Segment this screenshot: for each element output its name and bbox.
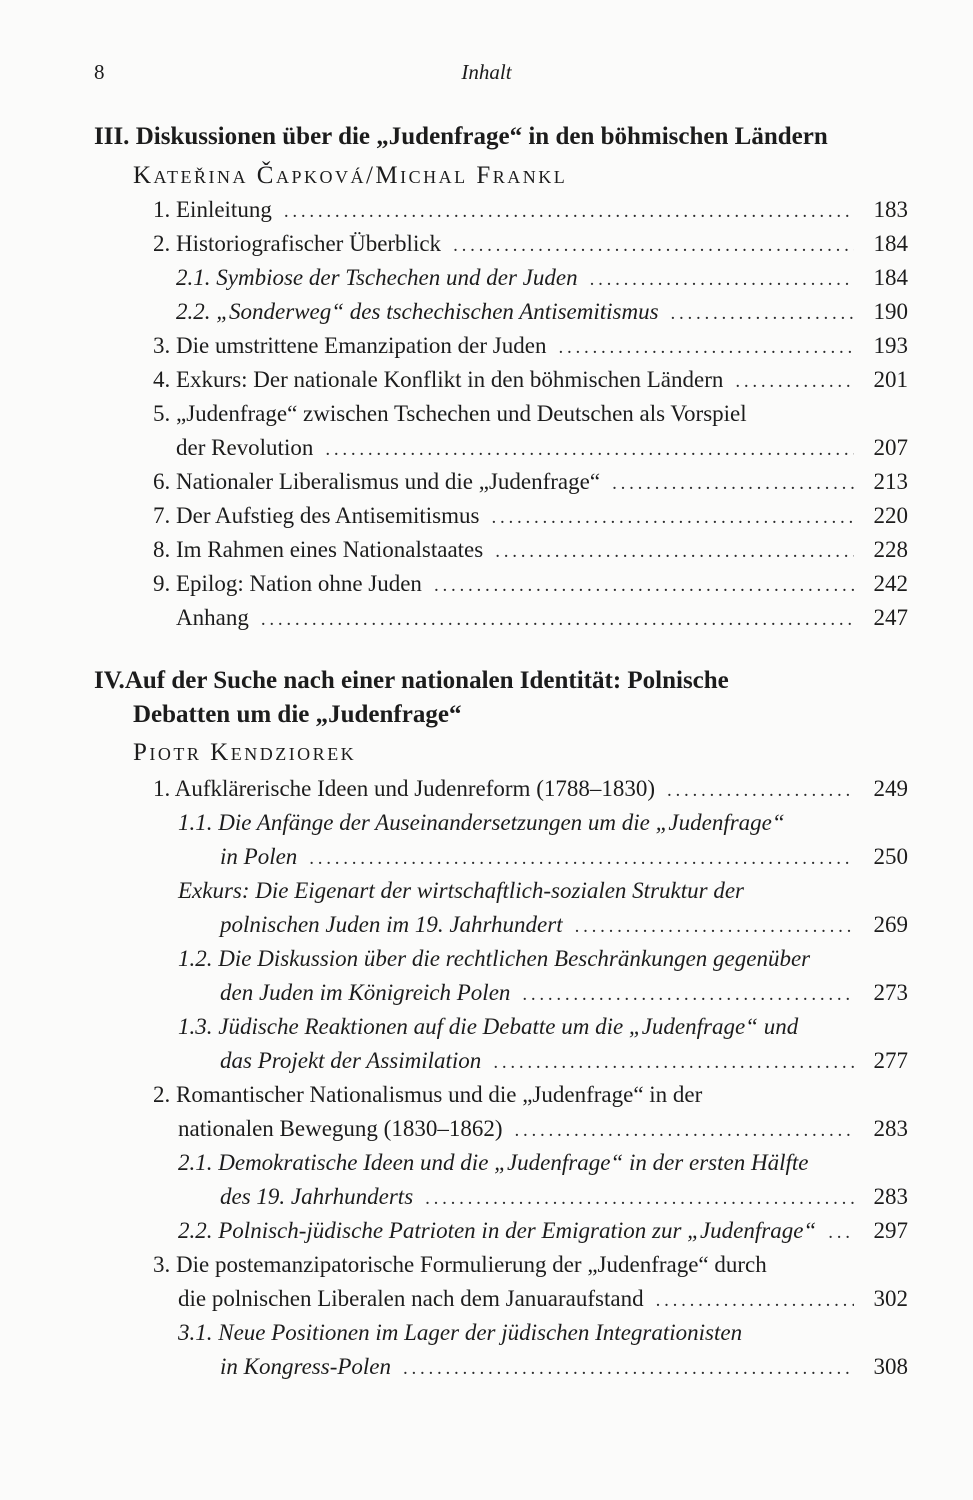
toc-entry[interactable] [153,465,908,499]
entry-title: 3. Die umstrittene Emanzipation der Juden [153,333,547,358]
section-title-line-2: Debatten um die „Judenfrage“ [133,701,462,728]
entry-page: 283 [873,1116,908,1141]
dot-leader [667,774,854,808]
toc-entry[interactable] [153,772,908,806]
entry-title: 7. Der Aufstieg des Antisemitismus [153,503,480,528]
section-author: Kateřina Čapková/Michal Frankl [133,162,568,189]
dot-leader [325,433,854,467]
toc-entry[interactable] [178,942,810,976]
dot-leader [828,1216,854,1250]
toc-entry[interactable] [153,499,908,533]
toc-entry-continuation[interactable] [178,1282,908,1316]
entry-page: 183 [873,197,908,222]
section-heading-iv-line-2 [133,698,953,732]
entry-page: 184 [873,265,908,290]
entry-page: 247 [873,605,908,630]
toc-entry[interactable] [178,874,744,908]
dot-leader [575,910,854,944]
entry-title: 2. Historiografischer Überblick [153,231,442,256]
dot-leader [495,535,854,569]
toc-entry[interactable] [176,601,908,635]
dot-leader [522,978,854,1012]
toc-entry-continuation[interactable] [220,1350,908,1384]
toc-entry[interactable] [178,1146,808,1180]
entry-page: 277 [873,1048,908,1073]
entry-page: 308 [873,1354,908,1379]
toc-entry[interactable] [153,533,908,567]
toc-entry[interactable] [178,806,785,840]
toc-entry-continuation[interactable] [220,976,908,1010]
dot-leader [735,365,854,399]
toc-entry-continuation[interactable] [178,1112,908,1146]
entry-title: nationalen Bewegung (1830–1862) [178,1116,503,1141]
dot-leader [309,842,854,876]
entry-page: 207 [873,435,908,460]
entry-title: in Kongress-Polen [220,1354,391,1379]
page-number: 8 [94,60,105,84]
section-author: Piotr Kendziorek [133,739,357,766]
toc-entry-continuation[interactable] [220,908,908,942]
dot-leader [453,229,854,263]
toc-entry[interactable] [153,1078,702,1112]
entry-page: 213 [873,469,908,494]
toc-entry[interactable] [153,193,908,227]
dot-leader [425,1182,854,1216]
entry-title: der Revolution [176,435,314,460]
entry-title: 1. Aufklärerische Ideen und Judenreform (1788–1830) [153,776,656,801]
entry-page: 228 [873,537,908,562]
dot-leader [671,297,854,331]
entry-page: 190 [873,299,908,324]
entry-title: 2. Romantischer Nationalismus und die „Judenfrage“ in der [153,1082,703,1107]
toc-entry[interactable] [153,567,908,601]
entry-page: 297 [873,1218,908,1243]
entry-page: 273 [873,980,908,1005]
entry-title: 8. Im Rahmen eines Nationalstaates [153,537,484,562]
toc-entry[interactable] [178,1214,908,1248]
entry-title: 6. Nationaler Liberalismus und die „Judenfrage“ [153,469,601,494]
dot-leader [403,1352,854,1386]
entry-page: 220 [873,503,908,528]
entry-title: 9. Epilog: Nation ohne Juden [153,571,422,596]
dot-leader [558,331,854,365]
toc-entry[interactable] [153,227,908,261]
entry-title: polnischen Juden im 19. Jahrhundert [220,912,563,937]
entry-title: in Polen [220,844,298,869]
entry-page: 283 [873,1184,908,1209]
section-heading-iv [94,664,914,698]
entry-title: 2.2. „Sonderweg“ des tschechischen Antisemitismus [176,299,659,324]
toc-entry-continuation[interactable] [220,1180,908,1214]
dot-leader [434,569,854,603]
entry-title: des 19. Jahrhunderts [220,1184,414,1209]
entry-title: den Juden im Königreich Polen [220,980,511,1005]
section-title-line-1: Auf der Suche nach einer nationalen Identität: Polnische [124,667,729,694]
dot-leader [261,603,854,637]
entry-title: 1.2. Die Diskussion über die rechtlichen Beschränkungen gegenüber [178,946,811,971]
toc-entry[interactable] [153,397,747,431]
entry-page: 201 [873,367,908,392]
entry-page: 250 [873,844,908,869]
toc-entry[interactable] [153,1248,767,1282]
dot-leader [284,195,854,229]
toc-entry[interactable] [178,1316,742,1350]
dot-leader [491,501,854,535]
section-heading-iii [94,120,914,154]
toc-entry[interactable] [153,329,908,363]
toc-entry-continuation[interactable] [176,431,908,465]
entry-title: 2.1. Demokratische Ideen und die „Judenfrage“ in der ersten Hälfte [178,1150,809,1175]
entry-page: 242 [873,571,908,596]
entry-title: 1.1. Die Anfänge der Auseinandersetzungen um die „Judenfrage“ [178,810,785,835]
entry-title: 1. Einleitung [153,197,272,222]
dot-leader [590,263,854,297]
entry-title: 5. „Judenfrage“ zwischen Tschechen und Deutschen als Vorspiel [153,401,747,426]
entry-page: 269 [873,912,908,937]
entry-title: Anhang [176,605,249,630]
entry-title: 3.1. Neue Positionen im Lager der jüdischen Integrationisten [178,1320,743,1345]
entry-title: 2.1. Symbiose der Tschechen und der Juden [176,265,578,290]
entry-title: 1.3. Jüdische Reaktionen auf die Debatte um die „Judenfrage“ und [178,1014,799,1039]
toc-entry-continuation[interactable] [220,1044,908,1078]
section-number: III. [94,123,130,150]
dot-leader [493,1046,854,1080]
dot-leader [514,1114,854,1148]
running-head [94,60,879,90]
entry-title: Exkurs: Die Eigenart der wirtschaftlich-sozialen Struktur der [178,878,744,903]
entry-page: 302 [873,1286,908,1311]
dot-leader [656,1284,854,1318]
entry-page: 249 [873,776,908,801]
toc-entry-continuation[interactable] [220,840,908,874]
toc-entry[interactable] [178,1010,798,1044]
entry-page: 193 [873,333,908,358]
entry-page: 184 [873,231,908,256]
entry-title: die polnischen Liberalen nach dem Januaraufstand [178,1286,644,1311]
running-title: Inhalt [461,60,512,84]
toc-entry[interactable] [153,363,908,397]
entry-title: 3. Die postemanzipatorische Formulierung der „Judenfrage“ durch [153,1252,767,1277]
toc-entry[interactable] [176,261,908,295]
section-title: Diskussionen über die „Judenfrage“ in den böhmischen Ländern [135,123,828,150]
entry-title: 4. Exkurs: Der nationale Konflikt in den böhmischen Ländern [153,367,724,392]
entry-title: 2.2. Polnisch-jüdische Patrioten in der Emigration zur „Judenfrage“ [178,1218,817,1243]
toc-entry[interactable] [176,295,908,329]
section-number: IV. [94,667,125,694]
dot-leader [612,467,854,501]
entry-title: das Projekt der Assimilation [220,1048,482,1073]
